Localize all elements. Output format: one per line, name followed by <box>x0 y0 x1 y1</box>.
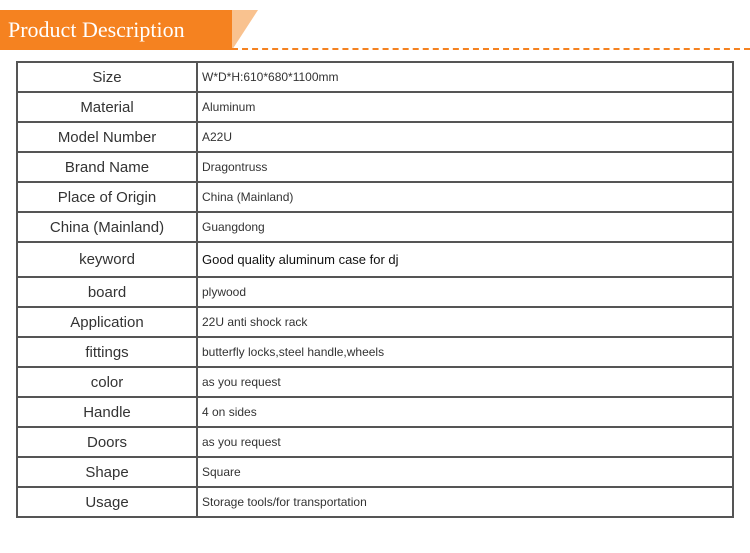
spec-table <box>16 61 734 518</box>
table-row <box>17 397 733 427</box>
table-row <box>17 182 733 212</box>
spec-value: Storage tools/for transportation <box>197 487 733 517</box>
spec-label: Brand Name <box>17 152 197 182</box>
spec-value: plywood <box>197 277 733 307</box>
spec-label: fittings <box>17 337 197 367</box>
spec-label: Usage <box>17 487 197 517</box>
spec-label: keyword <box>17 242 197 277</box>
spec-label: board <box>17 277 197 307</box>
table-row <box>17 427 733 457</box>
table-row <box>17 367 733 397</box>
spec-label: Material <box>17 92 197 122</box>
spec-value: China (Mainland) <box>197 182 733 212</box>
section-header <box>0 0 750 56</box>
spec-value: 22U anti shock rack <box>197 307 733 337</box>
spec-label: Shape <box>17 457 197 487</box>
header-divider <box>232 48 750 50</box>
table-row <box>17 92 733 122</box>
spec-label: Application <box>17 307 197 337</box>
spec-value: as you request <box>197 427 733 457</box>
section-title: Product Description <box>0 10 232 50</box>
spec-label: Handle <box>17 397 197 427</box>
spec-value: Square <box>197 457 733 487</box>
spec-label: China (Mainland) <box>17 212 197 242</box>
spec-label: color <box>17 367 197 397</box>
spec-value: Good quality aluminum case for dj <box>197 242 733 277</box>
table-row <box>17 277 733 307</box>
table-row <box>17 307 733 337</box>
spec-label: Model Number <box>17 122 197 152</box>
spec-value: 4 on sides <box>197 397 733 427</box>
table-row <box>17 242 733 277</box>
spec-value: Dragontruss <box>197 152 733 182</box>
table-row <box>17 212 733 242</box>
table-row <box>17 457 733 487</box>
table-row <box>17 152 733 182</box>
table-row <box>17 62 733 92</box>
table-row <box>17 122 733 152</box>
spec-value: as you request <box>197 367 733 397</box>
table-row <box>17 337 733 367</box>
table-row <box>17 487 733 517</box>
spec-value: W*D*H:610*680*1100mm <box>197 62 733 92</box>
spec-value: butterfly locks,steel handle,wheels <box>197 337 733 367</box>
spec-value: Guangdong <box>197 212 733 242</box>
spec-value: Aluminum <box>197 92 733 122</box>
spec-label: Size <box>17 62 197 92</box>
spec-label: Place of Origin <box>17 182 197 212</box>
title-tab-fold <box>232 10 258 50</box>
spec-value: A22U <box>197 122 733 152</box>
spec-label: Doors <box>17 427 197 457</box>
